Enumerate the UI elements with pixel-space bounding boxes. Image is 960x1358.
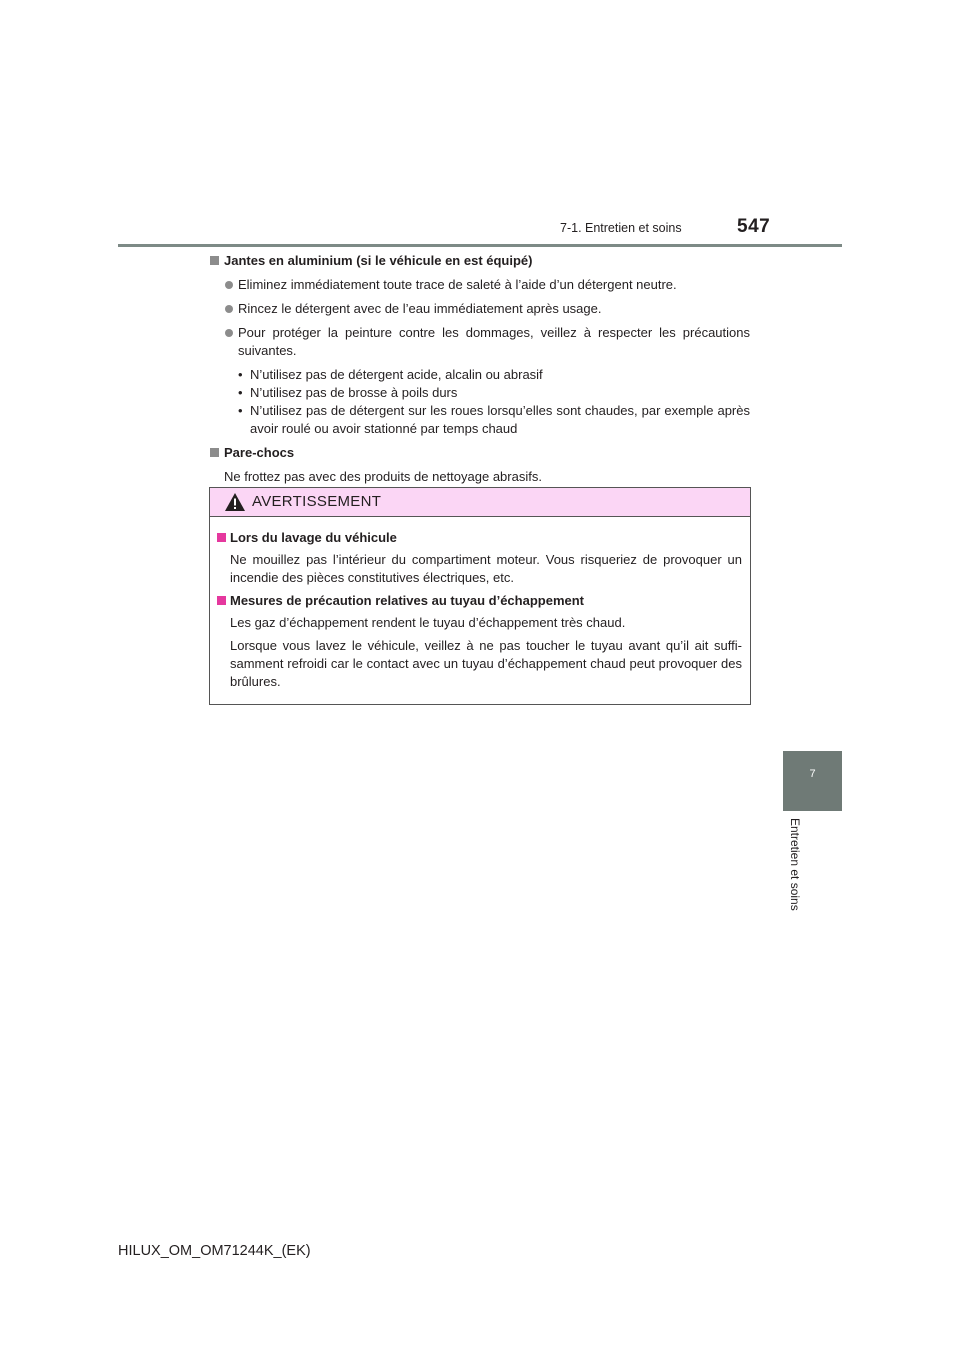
page-content: [210, 252, 750, 492]
warning-box: [209, 487, 751, 705]
list-item: [210, 324, 750, 360]
sub-list-item-text: N’utilisez pas de détergent sur les roues lorsqu’elles sont chaudes, par exemple après avoir roulé ou avoir stationné par temps chaud: [250, 403, 750, 436]
side-tab-number: 7: [809, 768, 816, 780]
side-tab-label: Entretien et soins: [788, 818, 802, 911]
list-item: [210, 300, 750, 318]
warning-heading: [217, 529, 742, 547]
list-item: [210, 276, 750, 294]
square-bullet-icon: [210, 448, 219, 457]
footer-code: HILUX_OM_OM71244K_(EK): [118, 1243, 311, 1259]
sub-list-item-text: N’utilisez pas de brosse à poils durs: [250, 385, 458, 400]
warning-heading: [217, 592, 742, 610]
pink-square-bullet-icon: [217, 596, 226, 605]
sub-list-item: [210, 366, 750, 384]
rims-heading-text: Jantes en aluminium (si le véhicule en est équipé): [224, 253, 533, 268]
warning-body: [210, 517, 750, 691]
sub-list-item: [210, 384, 750, 402]
circle-bullet-icon: [225, 329, 233, 337]
precautions-list: [210, 366, 750, 438]
header-rule: [118, 244, 842, 247]
side-tab: [783, 751, 842, 811]
bullet-symbol: •: [238, 385, 243, 400]
circle-bullet-icon: [225, 305, 233, 313]
circle-bullet-icon: [225, 281, 233, 289]
warning-header: [210, 488, 750, 517]
warning-paragraph: Lorsque vous lavez le véhicule, veillez à ne pas toucher le tuyau avant qu’il ait suffi-samment refroidi car le contact avec un tuyau d’échappement chaud peut provoquer des brûlures.: [230, 638, 742, 689]
warning-paragraph: Les gaz d’échappement rendent le tuyau d’échappement très chaud.: [230, 615, 626, 630]
rims-heading: [210, 252, 750, 270]
warning-heading-text: Mesures de précaution relatives au tuyau d’échappement: [230, 593, 585, 608]
square-bullet-icon: [210, 256, 219, 265]
warning-title: AVERTISSEMENT: [252, 493, 382, 510]
pink-square-bullet-icon: [217, 533, 226, 542]
bullet-symbol: •: [238, 403, 243, 418]
sub-list-item: [210, 402, 750, 438]
list-item-text: Rincez le détergent avec de l’eau immédiatement après usage.: [238, 301, 602, 316]
bumpers-text: Ne frottez pas avec des produits de nettoyage abrasifs.: [224, 469, 542, 484]
warning-paragraph: Ne mouillez pas l’intérieur du compartiment moteur. Vous risqueriez de provoquer un incendie des pièces constitutives électriques, etc.: [230, 552, 742, 585]
warning-triangle-icon: [224, 492, 246, 512]
bumpers-heading-text: Pare-chocs: [224, 445, 295, 460]
sub-list-item-text: N’utilisez pas de détergent acide, alcalin ou abrasif: [250, 367, 543, 382]
warning-heading-text: Lors du lavage du véhicule: [230, 530, 397, 545]
page-number: 547: [737, 216, 771, 237]
list-item-text: Pour protéger la peinture contre les dommages, veillez à respecter les précautions suivantes.: [238, 325, 750, 358]
list-item-text: Eliminez immédiatement toute trace de saleté à l’aide d’un détergent neutre.: [238, 277, 677, 292]
header-section: 7-1. Entretien et soins: [560, 221, 682, 235]
bumpers-heading: [210, 444, 750, 462]
bullet-symbol: •: [238, 367, 243, 382]
